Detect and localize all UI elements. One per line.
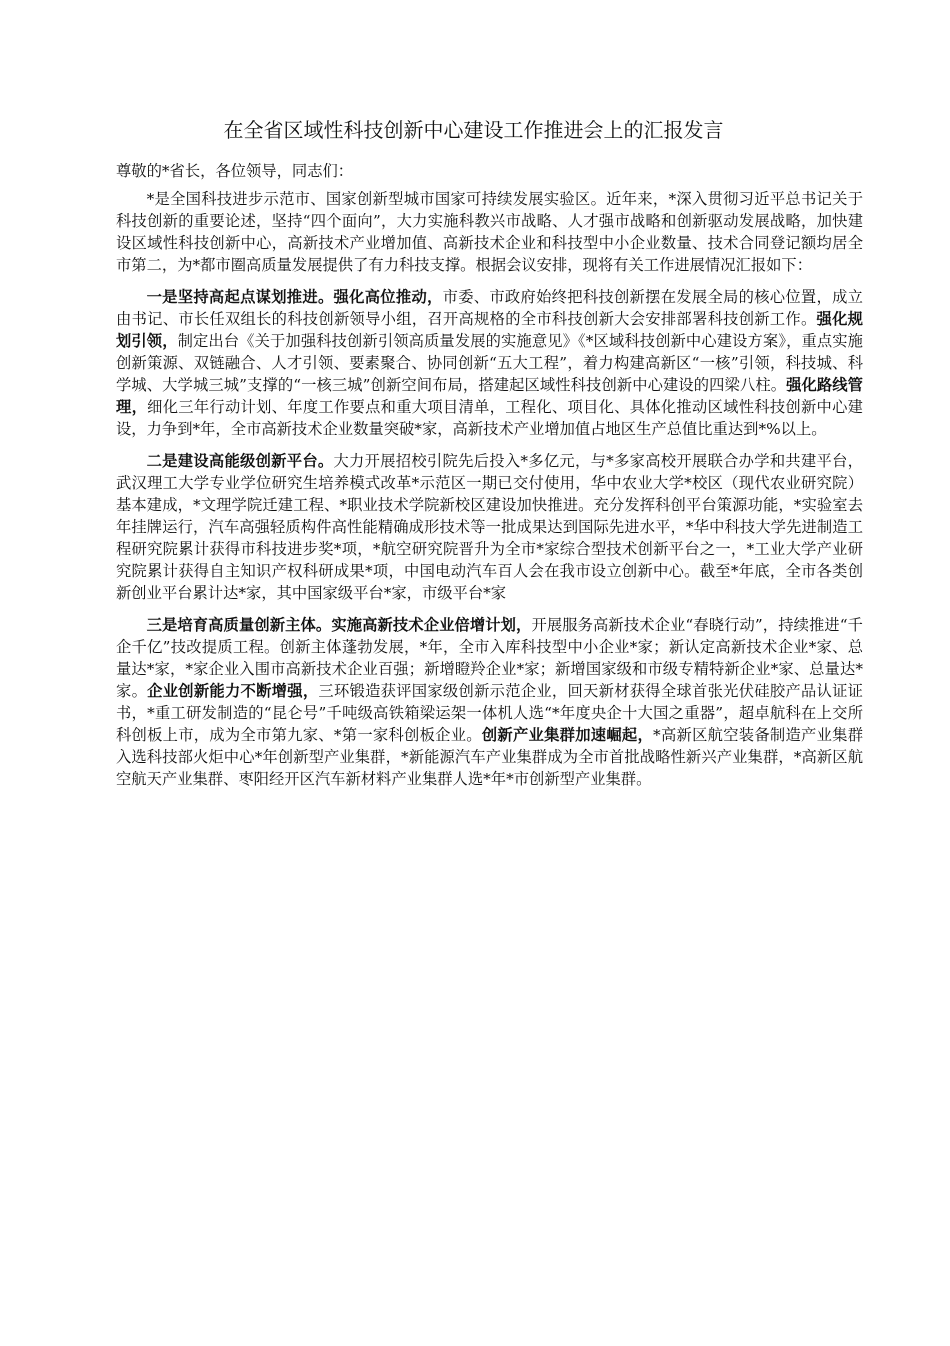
section-3-heading: 三是培育高质量创新主体。 — [146, 616, 332, 634]
section-1-text-3: 细化三年行动计划、年度工作要点和重大项目清单，工程化、项目化、具体化推动区域性科技创新中心建设，力争到*年，全市高新技术企业数量突破*家，高新技术产业增加值占地区生产总值比重达到*%以上。 — [116, 398, 863, 438]
section-3-lead-1: 实施高新技术企业倍增计划， — [331, 616, 532, 634]
section-3-text-2: 三环锻造获评国家级创新示范企业，回天新材获得全球首张光伏硅胶产品认证证书，*重工研发制造的“昆仑号”千吨级高铁箱梁运架一体机人选“*年度央企十大国之重器”，超卓航科在上交所科创板上市，成为全市第九家、*第一家科创板企业。 — [116, 682, 863, 744]
section-3-text-1: 开展服务高新技术企业“春晓行动”，持续推进“千企千亿”技改提质工程。创新主体蓬勃发展，*年，全市入库科技型中小企业*家；新认定高新技术企业*家、总量达*家，*家企业入围市高新技术企业百强；新增瞪羚企业*家；新增国家级和市级专精特新企业*家、总量达*家。 — [116, 616, 863, 700]
section-3-lead-3: 创新产业集群加速崛起， — [481, 726, 654, 744]
section-1-paragraph — [116, 286, 863, 440]
section-3-lead-2: 企业创新能力不断增强， — [147, 682, 319, 700]
salutation: 尊敬的*省长，各位领导，同志们： — [116, 162, 354, 180]
section-1-heading: 一是坚持高起点谋划推进。 — [146, 288, 334, 306]
section-3-text-3: *高新区航空装备制造产业集群入选科技部火炬中心*年创新型产业集群，*新能源汽车产业集群成为全市首批战略性新兴产业集群，*高新区航空航天产业集群、枣阳经开区汽车新材料产业集群人选*年*市创新型产业集群。 — [116, 726, 863, 788]
section-1-lead-2: 强化规划引领， — [116, 310, 863, 350]
section-2-paragraph — [116, 450, 863, 604]
section-2-text: 大力开展招校引院先后投入*多亿元，与*多家高校开展联合办学和共建平台，武汉理工大学专业学位研究生培养模式改革*示范区一期已交付使用，华中农业大学*校区（现代农业研究院）基本建成，*文理学院迁建工程、*职业技术学院新校区建设加快推进。充分发挥科创平台策源功能，*实验室去年挂牌运行，汽车高强轻质构件高性能精确成形技术等一批成果达到国际先进水平，*华中科技大学先进制造工程研究院累计获得市科技进步奖*项，*航空研究院晋升为全市*家综合型技术创新平台之一，*工业大学产业研究院累计获得自主知识产权科研成果*项，中国电动汽车百人会在我市设立创新中心。截至*年底，全市各类创新创业平台累计达*家，其中国家级平台*家，市级平台*家 — [116, 452, 863, 602]
intro-paragraph: *是全国科技进步示范市、国家创新型城市国家可持续发展实验区。近年来，*深入贯彻习近平总书记关于科技创新的重要论述，坚持“四个面向”，大力实施科教兴市战略、人才强市战略和创新驱动发展战略，加快建设区域性科技创新中心，高新技术产业增加值、高新技术企业和科技型中小企业数量、技术合同登记额均居全市第二，为*都市圈高质量发展提供了有力科技支撑。根据会议安排，现将有关工作进展情况汇报如下： — [116, 190, 863, 274]
document-title: 在全省区域性科技创新中心建设工作推进会上的汇报发言 — [223, 118, 724, 142]
section-1-lead-3: 强化路线管理， — [116, 376, 863, 416]
section-1-text-2: 制定出台《关于加强科技创新引领高质量发展的实施意见》《*区域科技创新中心建设方案》，重点实施创新策源、双链融合、人才引领、要素聚合、协同创新“五大工程”，着力构建高新区“一核”引领，科技城、科学城、大学城三城”支撑的“一核三城”创新空间布局，搭建起区域性科技创新中心建设的四梁八柱。 — [116, 332, 863, 394]
document-page — [0, 116, 950, 1346]
section-1-text-1: 市委、市政府始终把科技创新摆在发展全局的核心位置，成立由书记、市长任双组长的科技创新领导小组，召开高规格的全市科技创新大会安排部署科技创新工作。 — [116, 288, 863, 328]
section-1-lead-1: 强化高位推动， — [333, 288, 443, 306]
section-2-heading: 二是建设高能级创新平台。 — [146, 452, 334, 470]
section-3-paragraph — [116, 614, 863, 790]
